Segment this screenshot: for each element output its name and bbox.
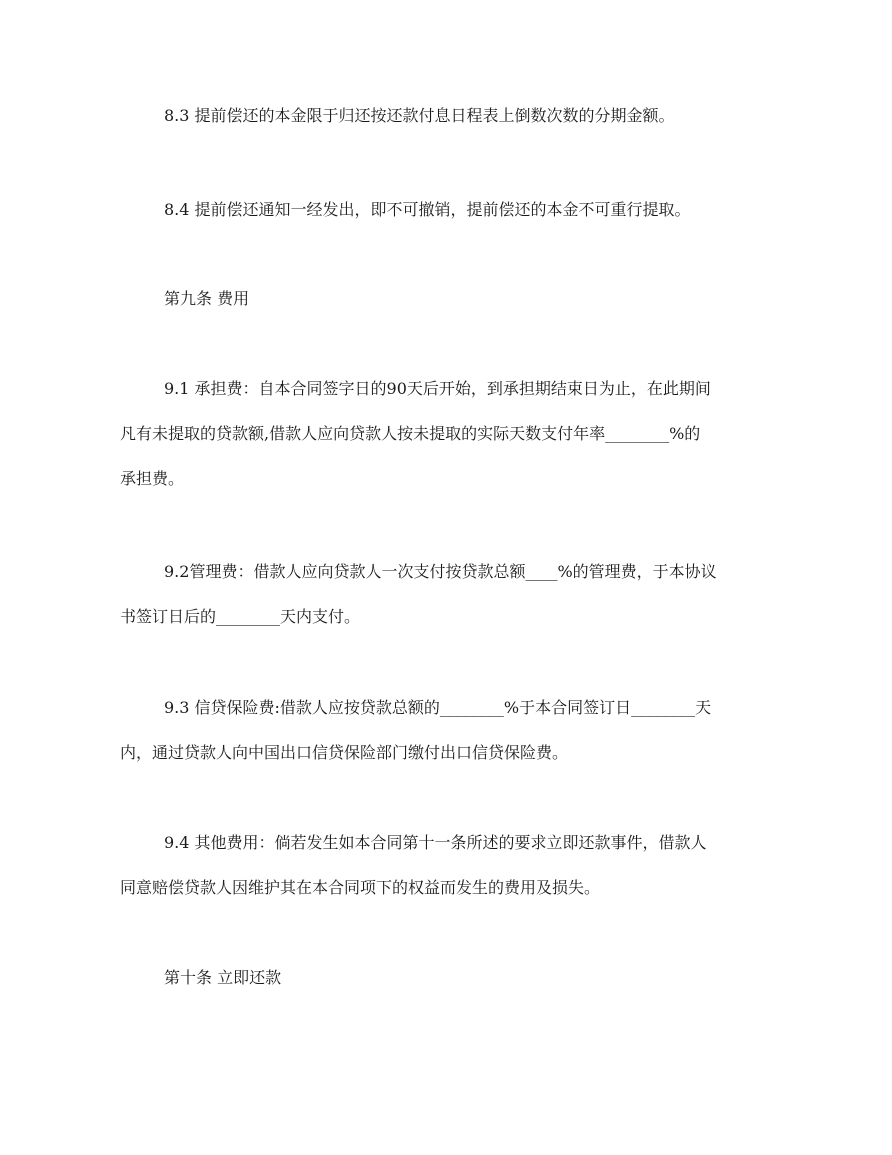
clause-9-1: [120, 377, 770, 491]
text-line: 9.3 信贷保险费:借款人应按贷款总额的________%于本合同签订日________天: [164, 698, 712, 717]
article-9-heading: [120, 287, 770, 311]
clause-9-4: [120, 831, 770, 900]
text-line: 8.4 提前偿还通知一经发出，即不可撤销，提前偿还的本金不可重行提取。: [164, 200, 691, 219]
text-line: 书签订日后的________天内支付。: [120, 607, 361, 626]
text-line: 同意赔偿贷款人因维护其在本合同项下的权益而发生的费用及损失。: [120, 878, 601, 897]
clause-8-4: [120, 198, 770, 222]
clause-9-2: [120, 560, 770, 629]
text-line: 9.2管理费：借款人应向贷款人一次支付按贷款总额____%的管理费，于本协议: [164, 562, 717, 581]
text-line: 8.3 提前偿还的本金限于归还按还款付息日程表上倒数次数的分期金额。: [164, 106, 675, 125]
article-10-heading: [120, 966, 770, 990]
text-line: 内，通过贷款人向中国出口信贷保险部门缴付出口信贷保险费。: [120, 743, 569, 762]
heading-line: 第十条 立即还款: [164, 968, 282, 987]
text-line: 承担费。: [120, 469, 185, 488]
clause-9-3: [120, 696, 770, 765]
text-line: 9.1 承担费：自本合同签字日的90天后开始，到承担期结束日为止，在此期间: [164, 379, 711, 398]
text-line: 凡有未提取的贷款额,借款人应向贷款人按未提取的实际天数支付年率________%的: [120, 424, 701, 443]
text-line: 9.4 其他费用：倘若发生如本合同第十一条所述的要求立即还款事件，借款人: [164, 833, 707, 852]
clause-8-3: [120, 104, 770, 128]
heading-line: 第九条 费用: [164, 289, 250, 308]
